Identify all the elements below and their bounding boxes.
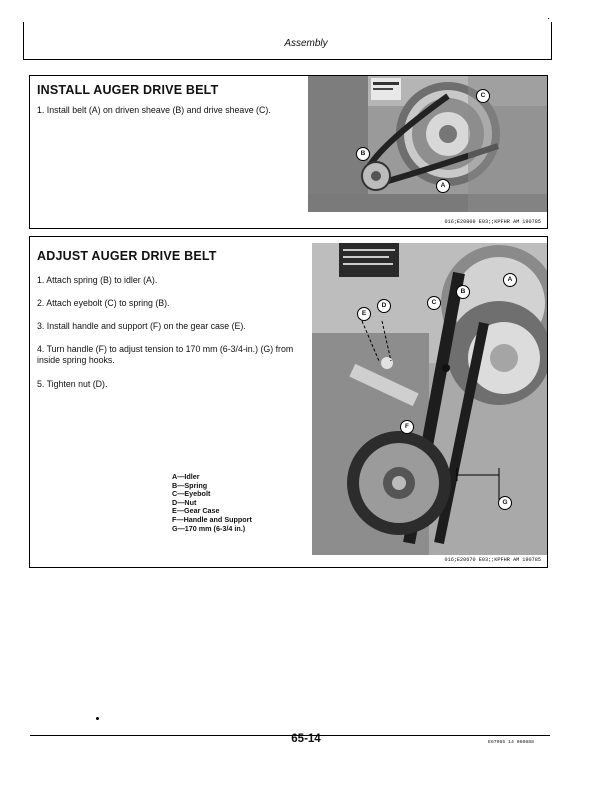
step-1: 1. Attach spring (B) to idler (A). <box>37 275 158 285</box>
header-rule-bottom <box>23 59 552 60</box>
step-2: 2. Attach eyebolt (C) to spring (B). <box>37 298 170 308</box>
callout-c: C <box>476 89 490 103</box>
parts-legend <box>172 473 252 533</box>
belt-install-illustration <box>308 76 547 218</box>
legend-item: G—170 mm (6-3/4 in.) <box>172 523 246 533</box>
callout-e: E <box>357 307 371 321</box>
page-mark <box>96 717 99 720</box>
section-title: INSTALL AUGER DRIVE BELT <box>37 83 219 97</box>
section-title: ADJUST AUGER DRIVE BELT <box>37 249 217 263</box>
page-number: 65-14 <box>291 733 321 745</box>
callout-b: B <box>356 147 370 161</box>
adjust-auger-drive-belt-section <box>29 236 548 568</box>
belt-adjust-photo <box>309 243 547 555</box>
callout-b: B <box>456 285 470 299</box>
legend-item: B—Spring <box>172 480 208 490</box>
step-1: 1. Install belt (A) on driven sheave (B) and drive sheave (C). <box>37 105 271 115</box>
step-3: 3. Install handle and support (F) on the gear case (E). <box>37 321 246 331</box>
corner-mark <box>548 18 549 19</box>
legend-item: A—Idler <box>172 472 200 481</box>
legend-item: E—Gear Case <box>172 506 220 516</box>
callout-c: C <box>427 296 441 310</box>
figure-caption: 016;E20670 E03;;KPFHR AM 190785 <box>444 557 541 563</box>
install-auger-drive-belt-section <box>29 75 548 229</box>
callout-f: F <box>400 420 414 434</box>
page-header-title: Assembly <box>284 38 328 49</box>
legend-item: F—Handle and Support <box>172 514 252 524</box>
callout-d: D <box>377 299 391 313</box>
callout-g: G <box>498 496 512 510</box>
figure-caption: 016;E20809 E03;;KPFHR AM 190785 <box>444 219 541 225</box>
footer-code: E67065 14 060888 <box>488 740 535 745</box>
belt-install-photo <box>308 76 547 218</box>
belt-adjust-illustration <box>309 243 547 555</box>
callout-a: A <box>436 179 450 193</box>
legend-item: D—Nut <box>172 497 197 507</box>
step-5: 5. Tighten nut (D). <box>37 379 108 389</box>
callout-a: A <box>503 273 517 287</box>
legend-item: C—Eyebolt <box>172 489 211 499</box>
step-4: 4. Turn handle (F) to adjust tension to 170 mm (6-3/4-in.) (G) from inside spring hooks. <box>37 344 294 365</box>
